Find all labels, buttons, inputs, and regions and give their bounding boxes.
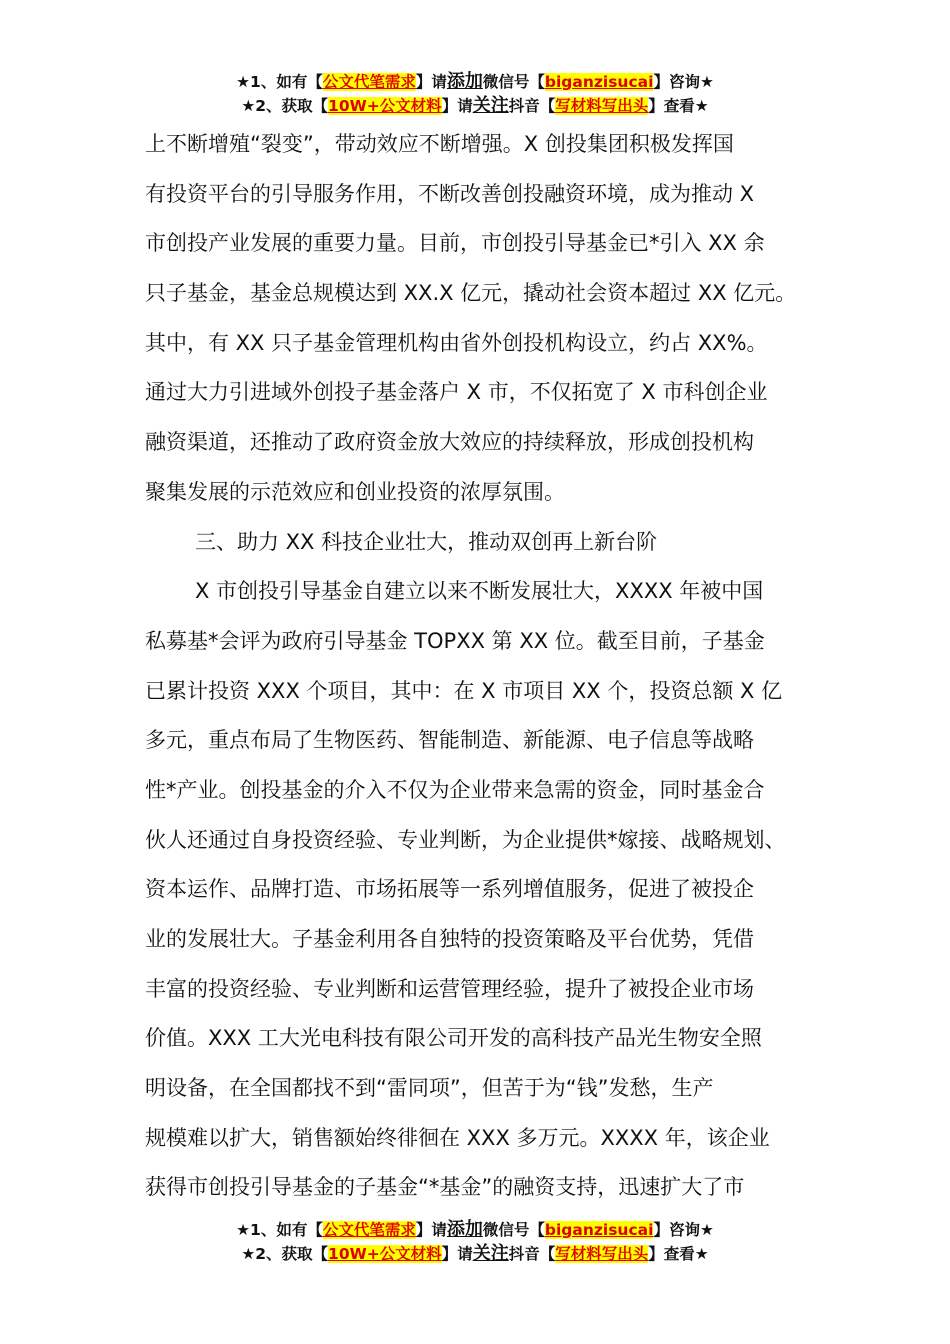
text-line: 丰富的投资经验、专业判断和运营管理经验，提升了被投企业市场 (145, 976, 754, 1001)
banner-line-2: ★2、获取【10W+公文材料】请关注抖音【写材料写出头】查看★ (241, 1243, 709, 1264)
text-line: 其中，有 XX 只子基金管理机构由省外创投机构设立，约占 XX%。 (145, 330, 768, 355)
text-line: 明设备，在全国都找不到“雷同项”，但苦于为“钱”发愁，生产 (145, 1076, 714, 1101)
text-line: 获得市创投引导基金的子基金“*基金”的融资支持，迅速扩大了市 (145, 1175, 745, 1200)
banner-line-2: ★2、获取【10W+公文材料】请关注抖音【写材料写出头】查看★ (241, 95, 709, 116)
text-line: 已累计投资 XXX 个项目，其中：在 X 市项目 XX 个，投资总额 X 亿 (145, 678, 783, 703)
text-line: 上不断增殖“裂变”，带动效应不断增强。X 创投集团积极发挥国 (145, 132, 734, 156)
banner-line-1: ★1、如有【公文代笔需求】请添加微信号【biganzisucai】咨询★ (236, 71, 714, 92)
text-line: 规模难以扩大，销售额始终徘徊在 XXX 多万元。XXXX 年，该企业 (145, 1125, 770, 1150)
text-line: 性*产业。创投基金的介入不仅为企业带来急需的资金，同时基金合 (145, 777, 765, 802)
text-line: 聚集发展的示范效应和创业投资的浓厚氛围。 (145, 479, 565, 504)
text-line: 市创投产业发展的重要力量。目前，市创投引导基金已*引入 XX 余 (145, 231, 765, 256)
text-line: 私募基*会评为政府引导基金 TOPXX 第 XX 位。截至目前，子基金 (145, 628, 765, 653)
text-line: 有投资平台的引导服务作用，不断改善创投融资环境，成为推动 X (145, 181, 755, 206)
banner-line-1: ★1、如有【公文代笔需求】请添加微信号【biganzisucai】咨询★ (236, 1219, 714, 1240)
text-line: 只子基金，基金总规模达到 XX.X 亿元，撬动社会资本超过 XX 亿元。 (145, 281, 797, 306)
text-line: 资本运作、品牌打造、市场拓展等一系列增值服务，促进了被投企 (145, 877, 754, 902)
text-line: 融资渠道，还推动了政府资金放大效应的持续释放，形成创投机构 (145, 430, 754, 455)
section-heading: 三、助力 XX 科技企业壮大，推动双创再上新台阶 (195, 529, 658, 554)
text-line: 价值。XXX 工大光电科技有限公司开发的高科技产品光生物安全照 (145, 1026, 762, 1051)
text-line: 业的发展壮大。子基金利用各自独特的投资策略及平台优势，凭借 (145, 927, 754, 951)
text-line: X 市创投引导基金自建立以来不断发展壮大，XXXX 年被中国 (195, 579, 764, 604)
text-line: 通过大力引进域外创投子基金落户 X 市，不仅拓宽了 X 市科创企业 (145, 380, 768, 405)
text-line: 伙人还通过自身投资经验、专业判断，为企业提供*嫁接、战略规划、 (145, 827, 786, 852)
document-body (145, 120, 825, 1213)
footer-banner (0, 1218, 950, 1266)
text-line: 多元，重点布局了生物医药、智能制造、新能源、电子信息等战略 (145, 728, 754, 753)
header-banner (0, 70, 950, 118)
